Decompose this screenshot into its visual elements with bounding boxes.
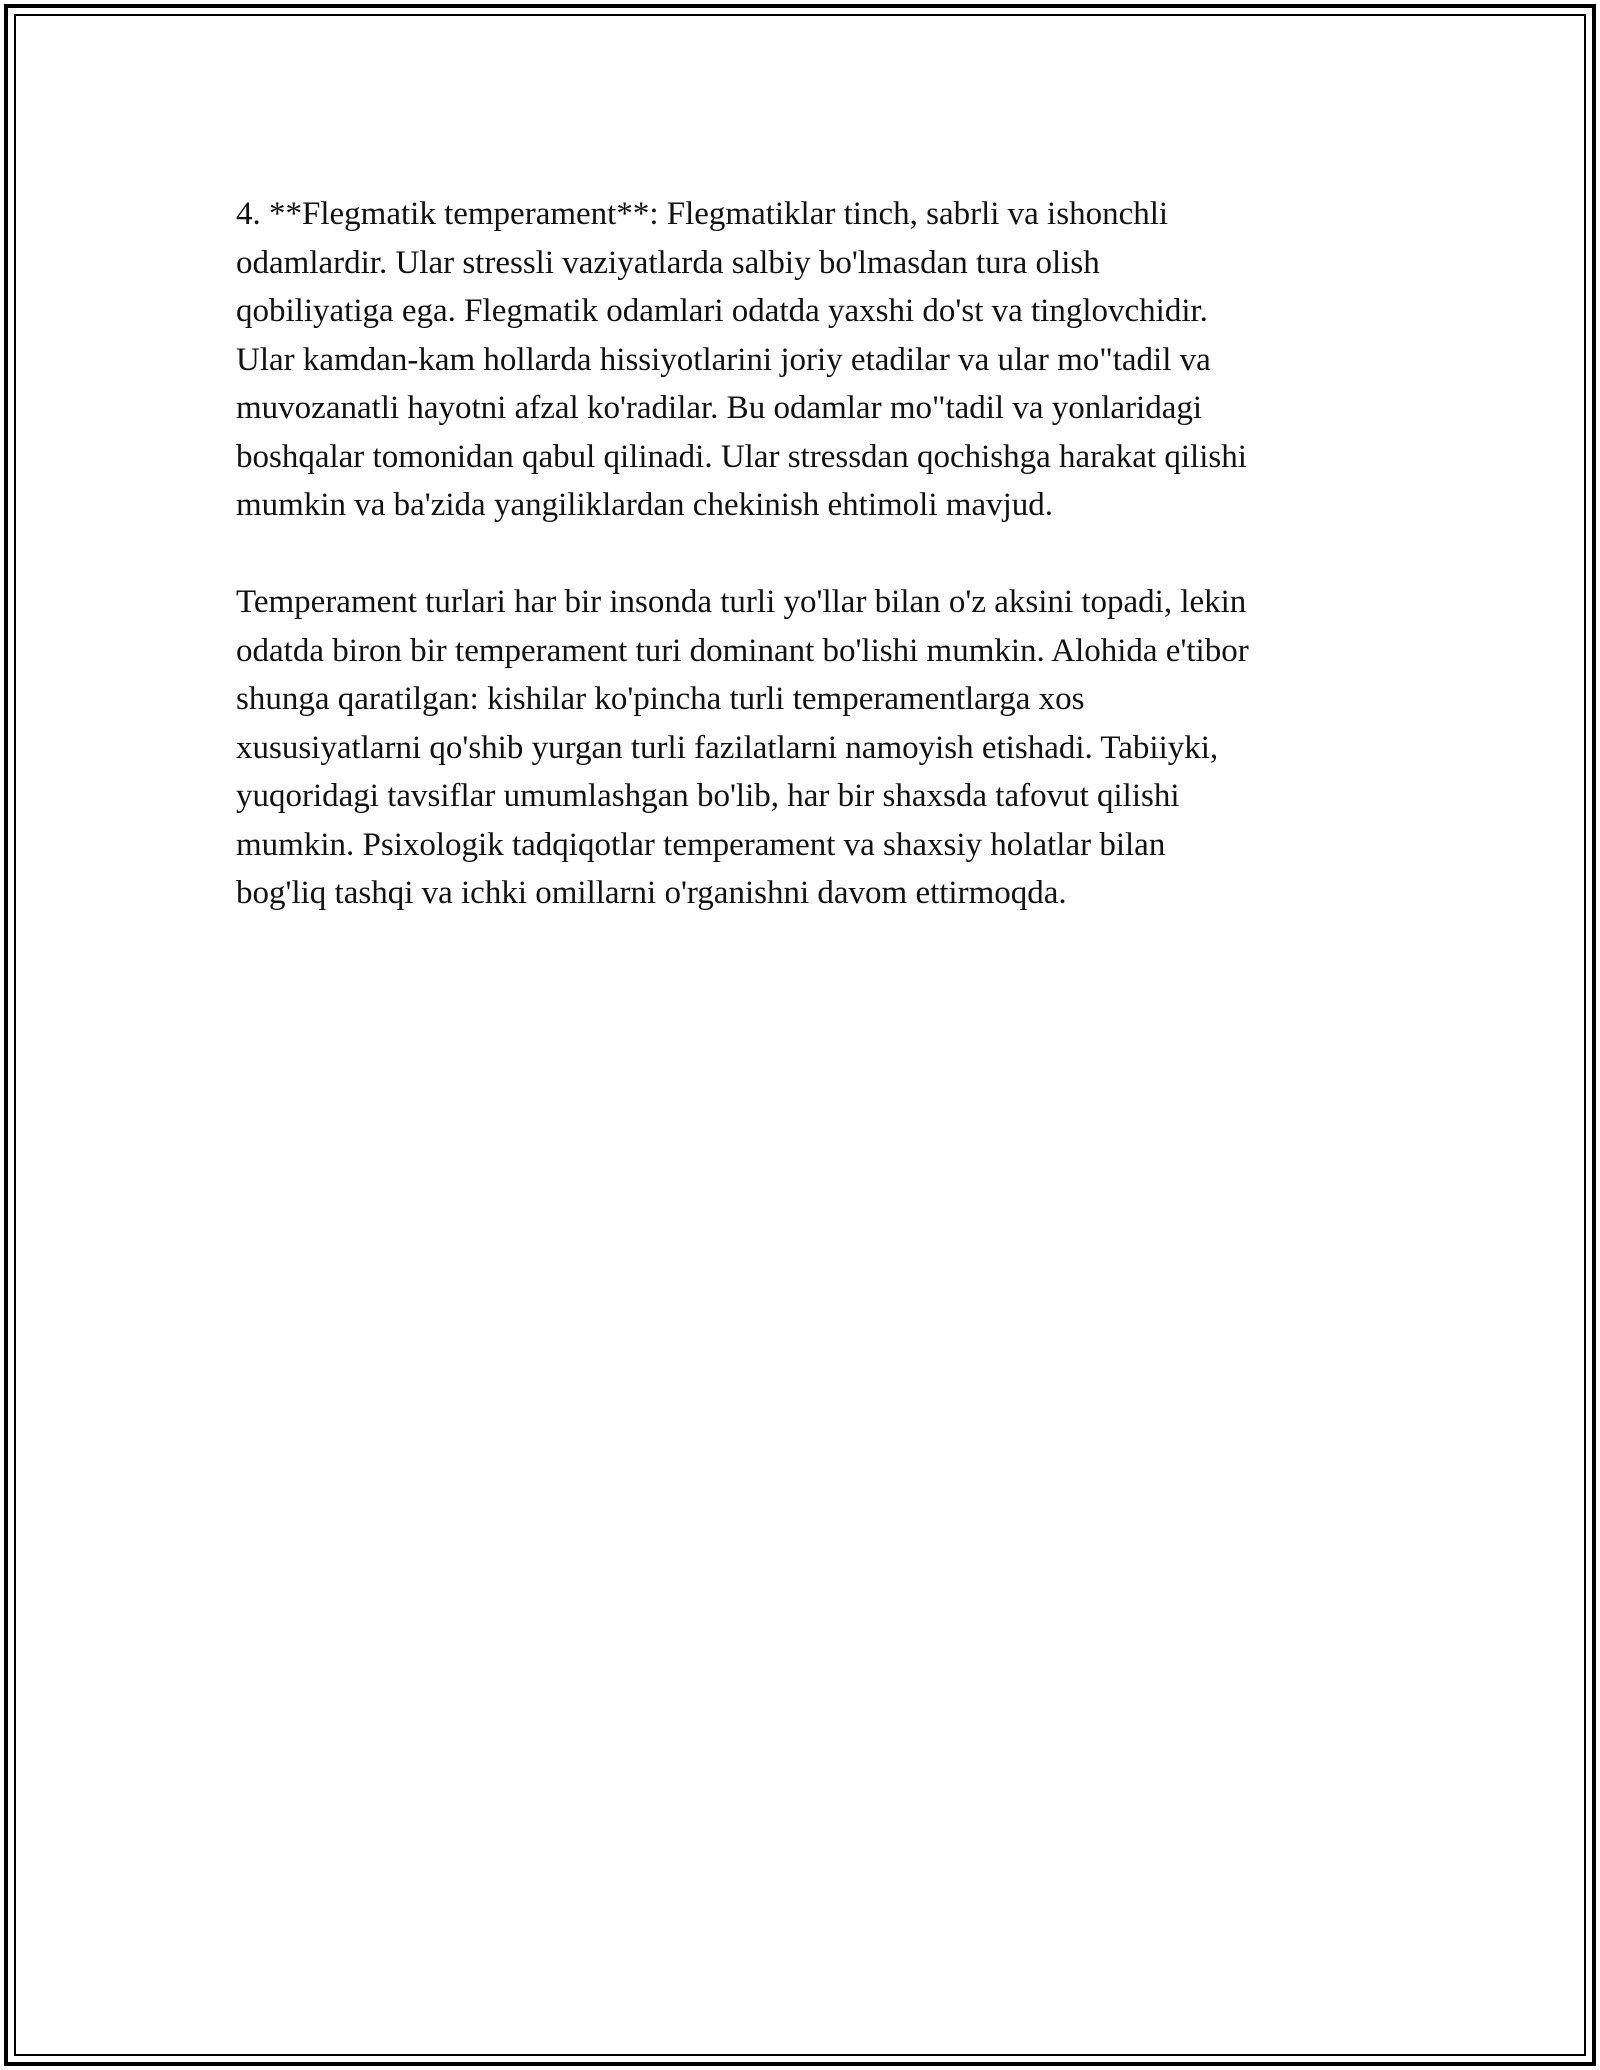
text-line: qobiliyatiga ega. Flegmatik odamlari odatda yaxshi do'st va tinglovchidir. (236, 293, 1208, 329)
text-line: yuqoridagi tavsiflar umumlashgan bo'lib, har bir shaxsda tafovut qilishi (236, 778, 1180, 814)
text-line: odamlardir. Ular stressli vaziyatlarda salbiy bo'lmasdan tura olish (236, 244, 1100, 281)
text-line: mumkin va ba'zida yangiliklardan chekinish ehtimoli mavjud. (236, 487, 1054, 523)
text-line: Temperament turlari har bir insonda turli yo'llar bilan o'z aksini topadi, lekin (236, 584, 1247, 620)
text-line: mumkin. Psixologik tadqiqotlar temperament va shaxsiy holatlar bilan (236, 826, 1166, 863)
paragraph-spacer (236, 530, 1386, 579)
text-line: bog'liq tashqi va ichki omillarni o'rganishni davom ettirmoqda. (236, 875, 1067, 911)
paragraph-flegmatik (236, 190, 1386, 530)
text-line: shunga qaratilgan: kishilar ko'pincha turli temperamentlarga xos (236, 681, 1085, 717)
document-body (236, 190, 1386, 918)
text-line: muvozanatli hayotni afzal ko'radilar. Bu odamlar mo"tadil va yonlaridagi (236, 390, 1203, 426)
paragraph-temperament-turlari (236, 578, 1386, 918)
text-line: boshqalar tomonidan qabul qilinadi. Ular stressdan qochishga harakat qilishi (236, 438, 1247, 475)
text-line: xususiyatlarni qo'shib yurgan turli fazilatlarni namoyish etishadi. Tabiiyki, (236, 729, 1219, 766)
text-line: 4. **Flegmatik temperament**: Flegmatiklar tinch, sabrli va ishonchli (236, 196, 1169, 232)
text-line: Ular kamdan-kam hollarda hissiyotlarini joriy etadilar va ular mo"tadil va (236, 341, 1211, 378)
text-line: odatda biron bir temperament turi dominant bo'lishi mumkin. Alohida e'tibor (236, 632, 1249, 669)
